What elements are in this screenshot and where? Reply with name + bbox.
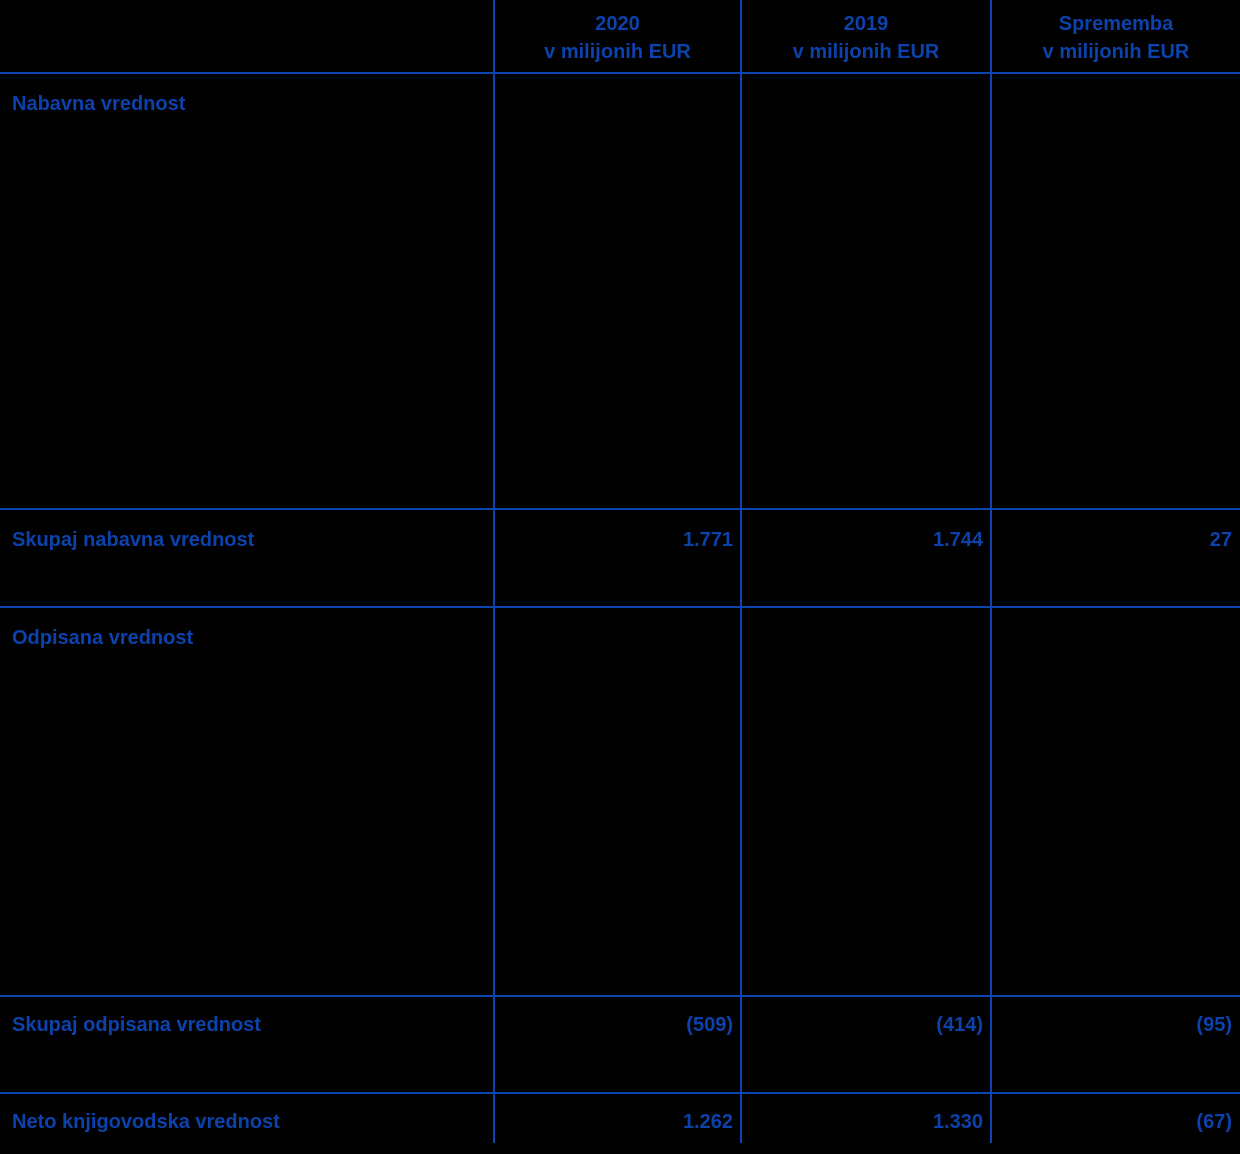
column-header-2019: [742, 6, 990, 70]
row-divider: [0, 508, 1240, 510]
cell-total-cost-2019: 1.744: [932, 529, 983, 551]
row-divider: [0, 606, 1240, 608]
column-divider: [740, 0, 742, 1143]
cell-net-2020: 1.262: [682, 1111, 733, 1133]
cell-total-cost-change: 27: [1209, 529, 1232, 551]
cell-total-writeoff-2019: (414): [936, 1014, 983, 1036]
row-divider: [0, 995, 1240, 997]
column-divider: [493, 0, 495, 1143]
cell-total-writeoff-2020: (509): [686, 1014, 733, 1036]
column-header-2020: [495, 6, 740, 70]
row-label-skupaj-nabavna-vrednost: Skupaj nabavna vrednost: [12, 529, 255, 551]
cell-total-cost-2020: 1.771: [682, 529, 733, 551]
column-header-unit: v milijonih EUR: [792, 41, 940, 63]
column-header-unit: v milijonih EUR: [544, 41, 691, 63]
cell-total-writeoff-change: (95): [1196, 1014, 1232, 1036]
column-divider: [990, 0, 992, 1143]
column-header-unit: v milijonih EUR: [1042, 41, 1190, 63]
column-header-change: [992, 6, 1240, 70]
column-header-year: 2019: [843, 13, 889, 35]
column-header-year: Sprememba: [1058, 13, 1174, 35]
column-header-year: 2020: [595, 13, 640, 35]
row-label-skupaj-odpisana-vrednost: Skupaj odpisana vrednost: [12, 1014, 261, 1036]
row-label-neto-knjigovodska-vrednost: Neto knjigovodska vrednost: [12, 1111, 280, 1133]
cell-net-2019: 1.330: [932, 1111, 983, 1133]
cell-net-change: (67): [1196, 1111, 1232, 1133]
section-label-odpisana-vrednost: Odpisana vrednost: [12, 627, 194, 649]
row-divider-header: [0, 72, 1240, 74]
section-label-nabavna-vrednost: Nabavna vrednost: [12, 93, 186, 115]
row-divider: [0, 1092, 1240, 1094]
